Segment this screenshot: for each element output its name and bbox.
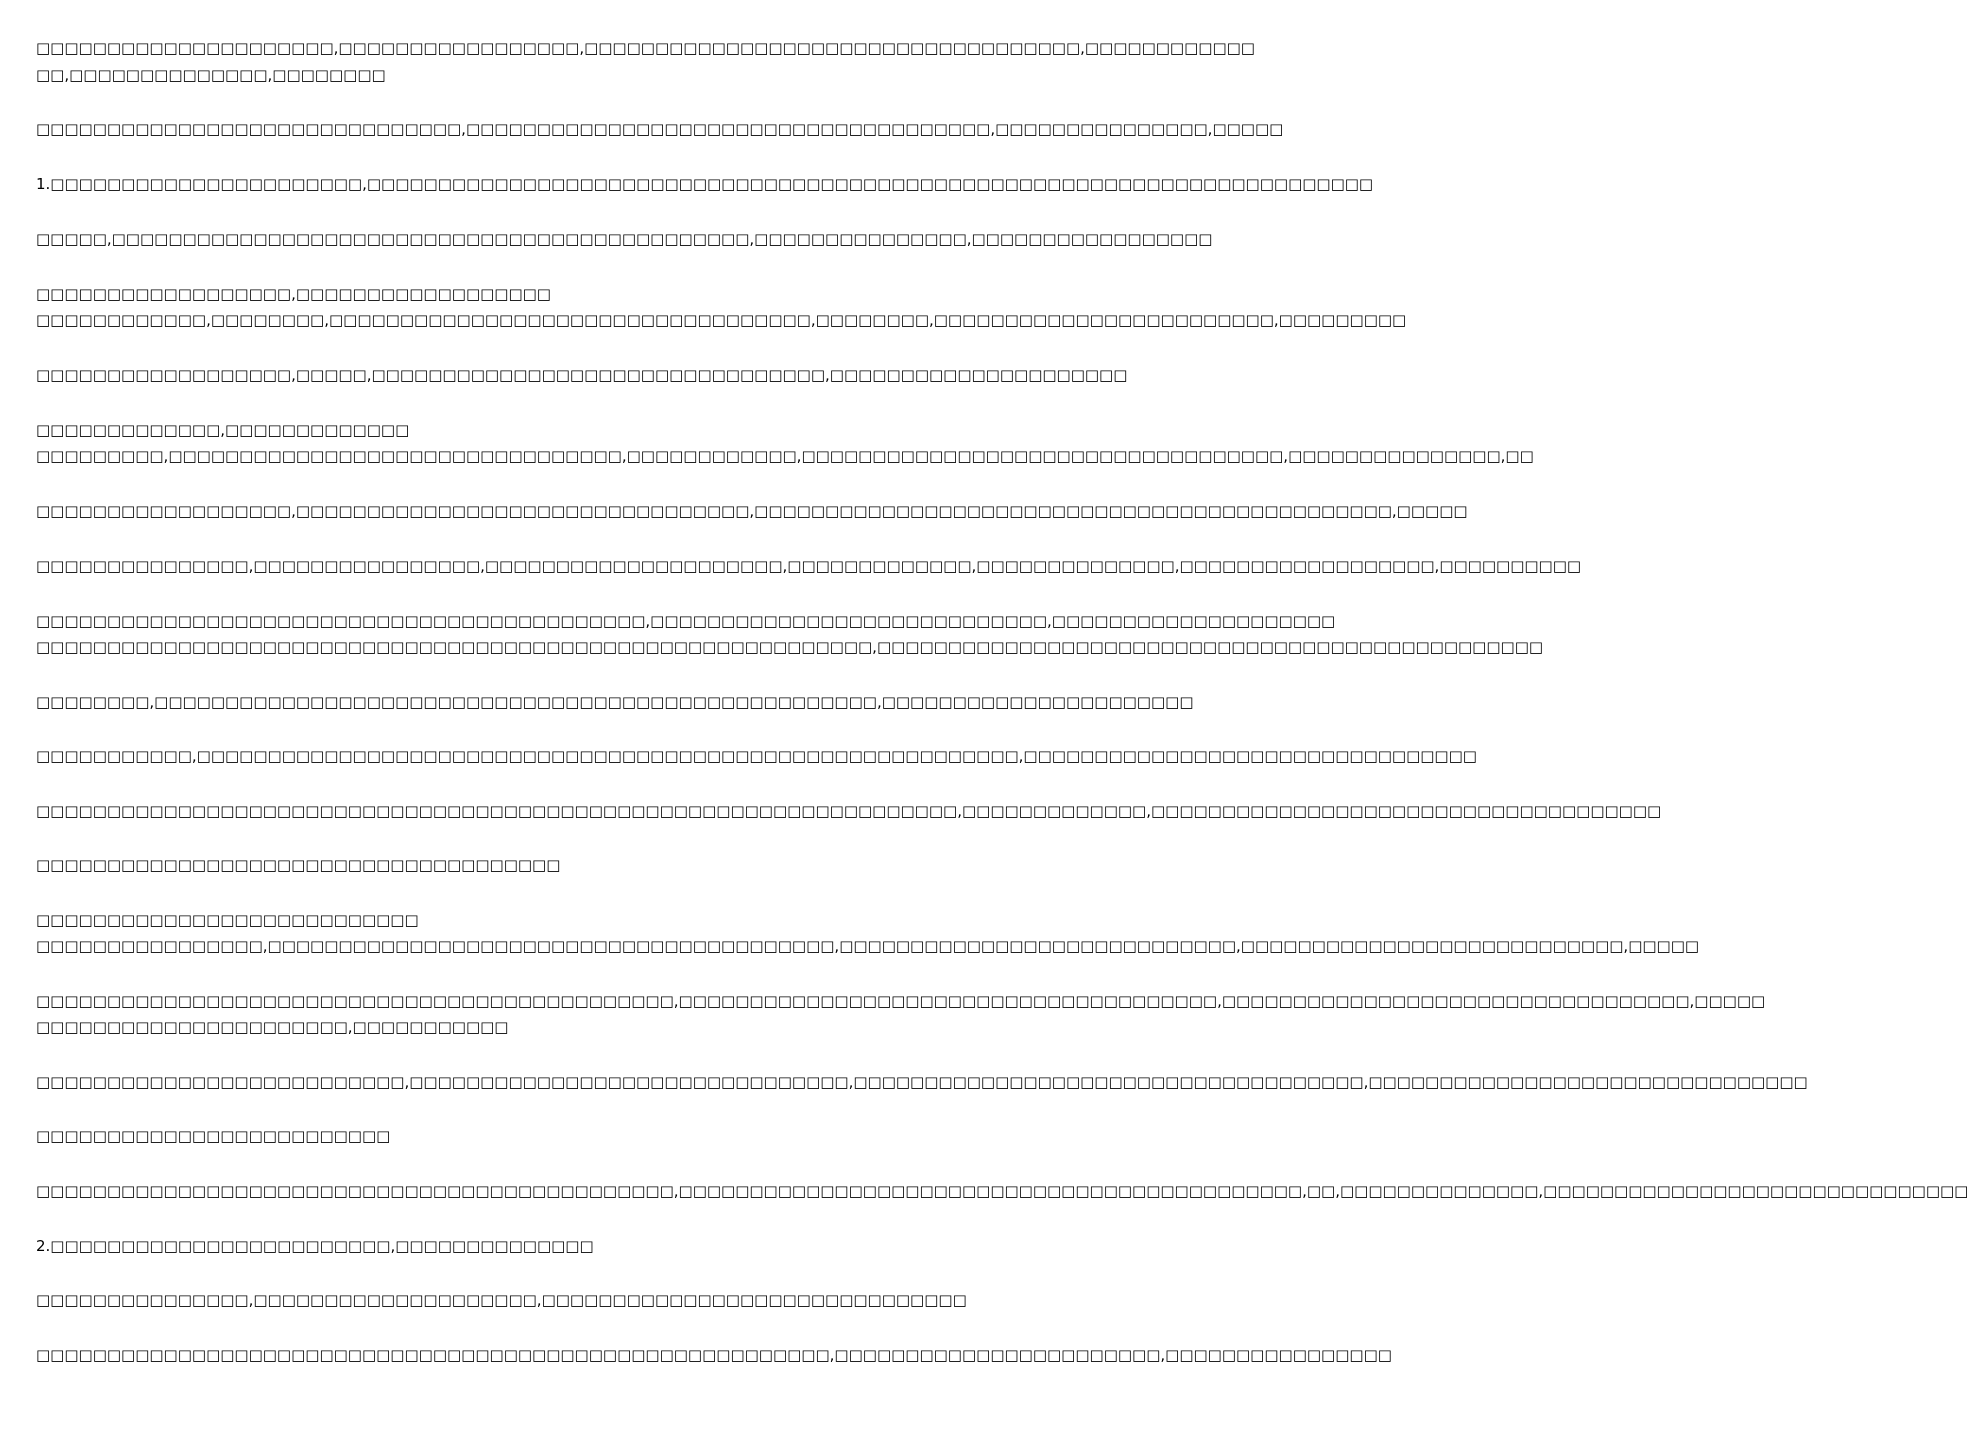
text-line: □□□□□□□□□□□□□□□□□□□□□□□□□□□□□□,□□□□□□□□□□□□□□□□□□□□□□□□□□□□□□□□□□□□□,□□□□□□□□□□□□□□□,□□□□□ bbox=[36, 120, 1284, 138]
text-line: □□□□□□□□□□□□□□□,□□□□□□□□□□□□□□□□,□□□□□□□□□□□□□□□□□□□□□,□□□□□□□□□□□□□,□□□□□□□□□□□□□□,□□□□□□□□□□□□□□□□□□,□□□□□□□□□□ bbox=[36, 557, 1582, 575]
text-line: □□□□□□□□□□□□□□□□□□□□□□□□□□□□□□□□□□□□□□□□□□□□□□□□□□□□□□□□,□□□□□□□□□□□□□□□□□□□□□□□,□□□□□□□□□□□□□□□□ bbox=[36, 1346, 1392, 1364]
text-line: □□□□□□□□□□□□□□□□□□□□□,□□□□□□□□□□□□□□□□□,□□□□□□□□□□□□□□□□□□□□□□□□□□□□□□□□□□□,□□□□□□□□□□□□ bbox=[36, 39, 1255, 57]
text-line: □□□□□□□□□□□□,□□□□□□□□,□□□□□□□□□□□□□□□□□□□□□□□□□□□□□□□□□□,□□□□□□□□,□□□□□□□□□□□□□□□□□□□□□□□□,□□□□□□□□□ bbox=[36, 311, 1407, 329]
text-line: □□□□□□□□□□□,□□□□□□□□□□□□□□□□□□□□□□□□□□□□□□□□□□□□□□□□□□□□□□□□□□□□□□□□□□,□□□□□□□□□□□□□□□□□□□□□□□□□□□□□□□□ bbox=[36, 747, 1477, 765]
text-line: □□,□□□□□□□□□□□□□□,□□□□□□□□ bbox=[36, 66, 386, 84]
text-line: □□□□□□□□□,□□□□□□□□□□□□□□□□□□□□□□□□□□□□□□□□,□□□□□□□□□□□□,□□□□□□□□□□□□□□□□□□□□□□□□□□□□□□□□□□,□□□□□□□□□□□□□□□,□□ bbox=[36, 447, 1534, 465]
text-line: 1.□□□□□□□□□□□□□□□□□□□□□□,□□□□□□□□□□□□□□□□□□□□□□□□□□□□□□□□□□□□□□□□□□□□□□□□□□□□□□□□□□□□□□□□□□□□□□□ bbox=[36, 175, 1374, 193]
text-line: □□□□□□□□□□□□□□□□□□□□□□□□□□□□□□□□□□□□□□□□□□□□□□□□□□□□□□□□□□□□□□□□□,□□□□□□□□□□□□□,□□□□□□□□□□□□□□□□□□□□□□□□□□□□□□□□□□□□ bbox=[36, 802, 1662, 820]
text-line: □□□□□□□□□□□□□□□□□□□□□□□□□□□□□□□□□□□□□□□□□□□□□□□□□□□□□□□□□□□,□□□□□□□□□□□□□□□□□□□□□□□□□□□□□□□□□□□□□□□□□□□□□□□ bbox=[36, 638, 1544, 656]
text-line: □□□□□□□□□□□□□□□□□□,□□□□□□□□□□□□□□□□□□ bbox=[36, 285, 551, 303]
text-line: □□□□□□□□□□□□□□□□□□□□□□□□□ bbox=[36, 1127, 391, 1145]
text-line: □□□□□□□□□□□□□□□□□□□□□□□□□□□□□□□□□□□□□□□□□□□,□□□□□□□□□□□□□□□□□□□□□□□□□□□□,□□□□□□□□□□□□□□□□□□□□ bbox=[36, 612, 1336, 630]
text-line: □□□□□□□□□□□□□□□□□□□□□□,□□□□□□□□□□□ bbox=[36, 1018, 509, 1036]
text-line: □□□□□□□□□□□□□,□□□□□□□□□□□□□ bbox=[36, 421, 410, 439]
text-line: □□□□□,□□□□□□□□□□□□□□□□□□□□□□□□□□□□□□□□□□□□□□□□□□□□□,□□□□□□□□□□□□□□□,□□□□□□□□□□□□□□□□□ bbox=[36, 230, 1213, 248]
text-line: □□□□□□□□□□□□□□□,□□□□□□□□□□□□□□□□□□□□,□□□□□□□□□□□□□□□□□□□□□□□□□□□□□□ bbox=[36, 1291, 967, 1309]
text-line: □□□□□□□□□□□□□□□□□□,□□□□□,□□□□□□□□□□□□□□□□□□□□□□□□□□□□□□□□,□□□□□□□□□□□□□□□□□□□□□ bbox=[36, 366, 1128, 384]
text-line: □□□□□□□□□□□□□□□□□□□□□□□□□□□□□□□□□□□□□□□□□□□□□,□□□□□□□□□□□□□□□□□□□□□□□□□□□□□□□□□□□□□□□□□□□□,□□,□□□□□□□□□□□□□□,□□□□□□□□□□□□□□□□□□□□□□□□□□□□□□ bbox=[36, 1182, 1968, 1200]
text-line: 2.□□□□□□□□□□□□□□□□□□□□□□□□,□□□□□□□□□□□□□□ bbox=[36, 1237, 594, 1255]
text-line: □□□□□□□□□□□□□□□□□□,□□□□□□□□□□□□□□□□□□□□□□□□□□□□□□□□,□□□□□□□□□□□□□□□□□□□□□□□□□□□□□□□□□□□□□□□□□□□□□,□□□□□ bbox=[36, 502, 1468, 520]
text-line: □□□□□□□□□□□□□□□□□□□□□□□□□□□□□□□□□□□□□□□□□□□□□,□□□□□□□□□□□□□□□□□□□□□□□□□□□□□□□□□□□□□□,□□□□□□□□□□□□□□□□□□□□□□□□□□□□□□□□□,□□□□□ bbox=[36, 992, 1766, 1010]
text-line: □□□□□□□□□□□□□□□□□□□□□□□□□□□ bbox=[36, 911, 419, 929]
text-line: □□□□□□□□□□□□□□□□□□□□□□□□□□□□□□□□□□□□□ bbox=[36, 856, 561, 874]
text-line: □□□□□□□□,□□□□□□□□□□□□□□□□□□□□□□□□□□□□□□□□□□□□□□□□□□□□□□□□□□□,□□□□□□□□□□□□□□□□□□□□□□ bbox=[36, 693, 1194, 711]
text-line: □□□□□□□□□□□□□□□□□□□□□□□□□□,□□□□□□□□□□□□□□□□□□□□□□□□□□□□□□□,□□□□□□□□□□□□□□□□□□□□□□□□□□□□□□□□□□□□,□□□□□□□□□□□□□□□□□□□□□□□□□□□□□□□ bbox=[36, 1073, 1808, 1091]
text-line: □□□□□□□□□□□□□□□□,□□□□□□□□□□□□□□□□□□□□□□□□□□□□□□□□□□□□□□□□,□□□□□□□□□□□□□□□□□□□□□□□□□□□□,□□□□□□□□□□□□□□□□□□□□□□□□□□□,□□□□□ bbox=[36, 937, 1700, 955]
